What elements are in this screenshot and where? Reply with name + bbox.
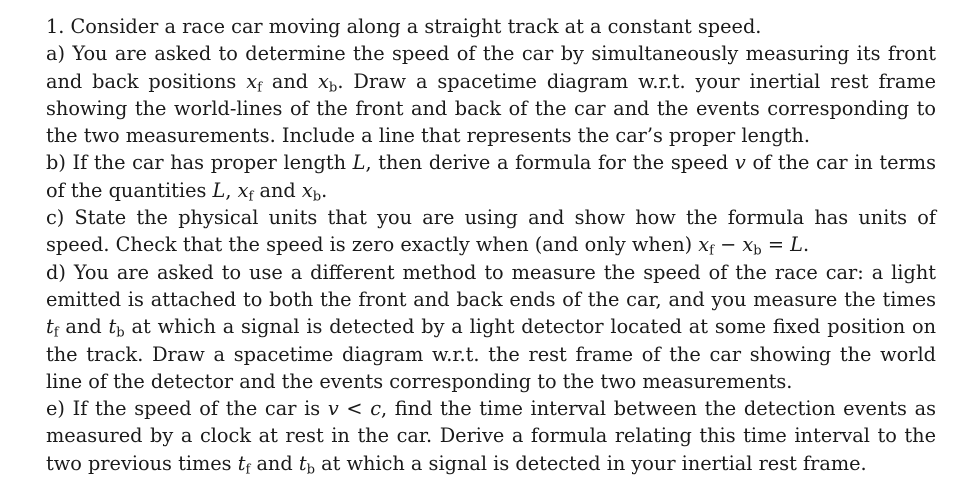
- part-e: e) If the speed of the car is v < c, find the time interval between the detection events as measured by a clock at rest in the car. Derive a formula relating this time interval to the two previous times $t_f$ and $t_b$ at which a signal is detected in your inertial rest frame.: [46, 397, 936, 478]
- question-1-intro: 1. Consider a race car moving along a straight track at a constant speed.: [46, 15, 762, 38]
- part-c: c) State the physical units that you are using and show how the formula has units of speed. Check that the speed is zero exactly when (and only when) $x_f - x_b = L$.: [46, 206, 936, 260]
- part-a: a) You are asked to determine the speed of the car by simultaneously measuring its front and back positions $x_f$ and $x_b$. Draw a spacetime diagram w.r.t. your inertial rest frame showing the world-lines of the front and back of the car and the events corresponding to the two measurements. Include a line that represents the car’s proper length.: [46, 42, 937, 148]
- part-d: d) You are asked to use a different method to measure the speed of the race car: a light emitted is attached to both the front and back ends of the car, and you measure the times $t_f$ and $t_b$ at which a signal is detected by a light detector located at some fixed position on the track. Draw a spacetime diagram w.r.t. the rest frame of the car showing the world line of the detector and the events corresponding to the two measurements.: [46, 260, 936, 393]
- part-b: b) If the car has proper length L, then derive a formula for the speed v of the car in terms of the quantities L, $x_f$ and $x_b$.: [46, 151, 936, 205]
